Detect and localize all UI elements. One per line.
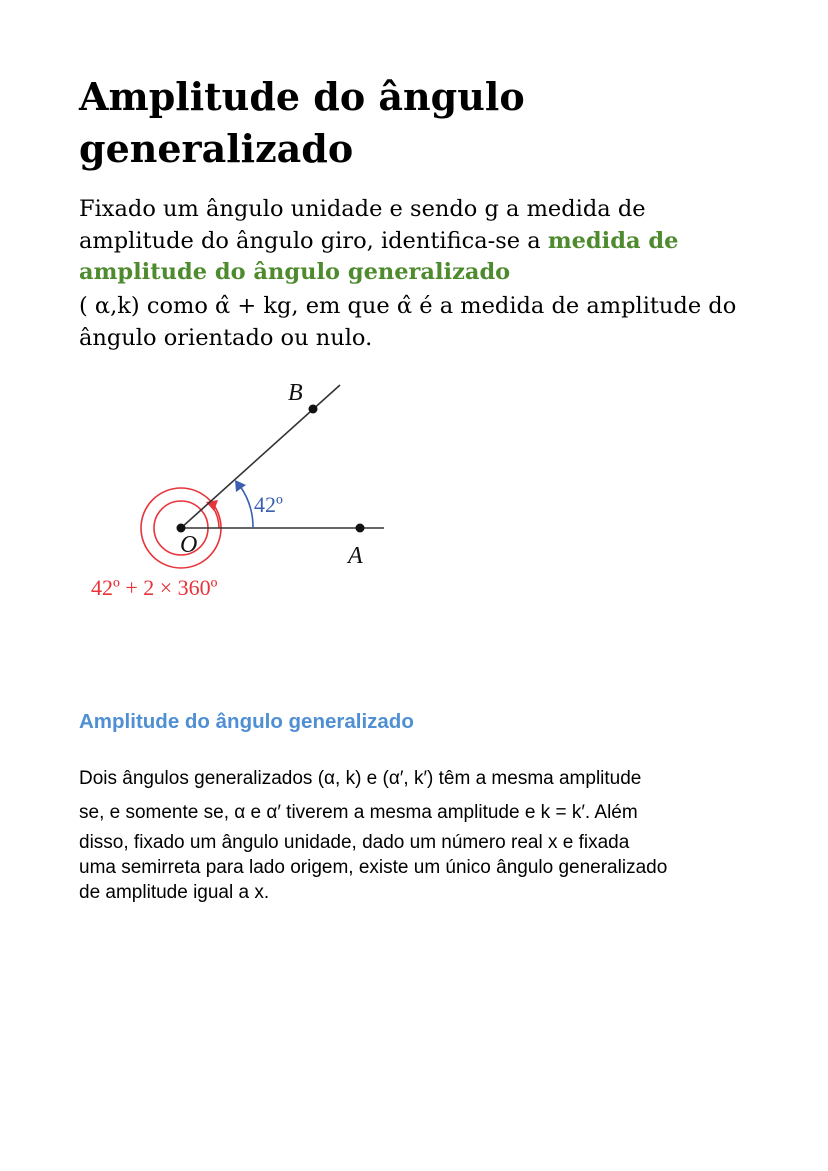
point-A — [356, 524, 365, 533]
section-line: se, e somente se, α e α′ tiverem a mesma amplitude e k = k′. Além — [79, 802, 638, 823]
point-B — [309, 405, 318, 414]
generalized-angle-label: 42º + 2 × 360º — [91, 575, 218, 600]
definition-line4: ( α,k) como α̂ + kg, em que α̂ é a medida de amplitude do — [79, 293, 737, 319]
blue-arc-arrow-icon — [240, 486, 253, 528]
label-A: A — [348, 543, 363, 569]
definition-line5: ângulo orientado ou nulo. — [79, 325, 373, 351]
section-heading: Amplitude do ângulo generalizado — [79, 710, 414, 733]
definition-term-line3: amplitude do ângulo generalizado — [79, 259, 511, 285]
page-title-line2: generalizado — [79, 126, 354, 171]
definition-term: medida de — [547, 228, 679, 254]
definition-line1: Fixado um ângulo unidade e sendo g a medida de — [79, 196, 646, 222]
section-line: de amplitude igual a x. — [79, 882, 270, 903]
angle-label: 42º — [254, 492, 283, 517]
page-title-line1: Amplitude do ângulo — [79, 74, 525, 119]
label-B: B — [288, 380, 303, 406]
section-line: Dois ângulos generalizados (α, k) e (α′, k′) têm a mesma amplitude — [79, 768, 642, 789]
definition-text: amplitude do ângulo giro, identifica-se a — [79, 228, 548, 254]
label-O: O — [180, 532, 198, 558]
section-line: disso, fixado um ângulo unidade, dado um número real x e fixada — [79, 832, 630, 853]
section-line: uma semirreta para lado origem, existe um único ângulo generalizado — [79, 857, 668, 878]
